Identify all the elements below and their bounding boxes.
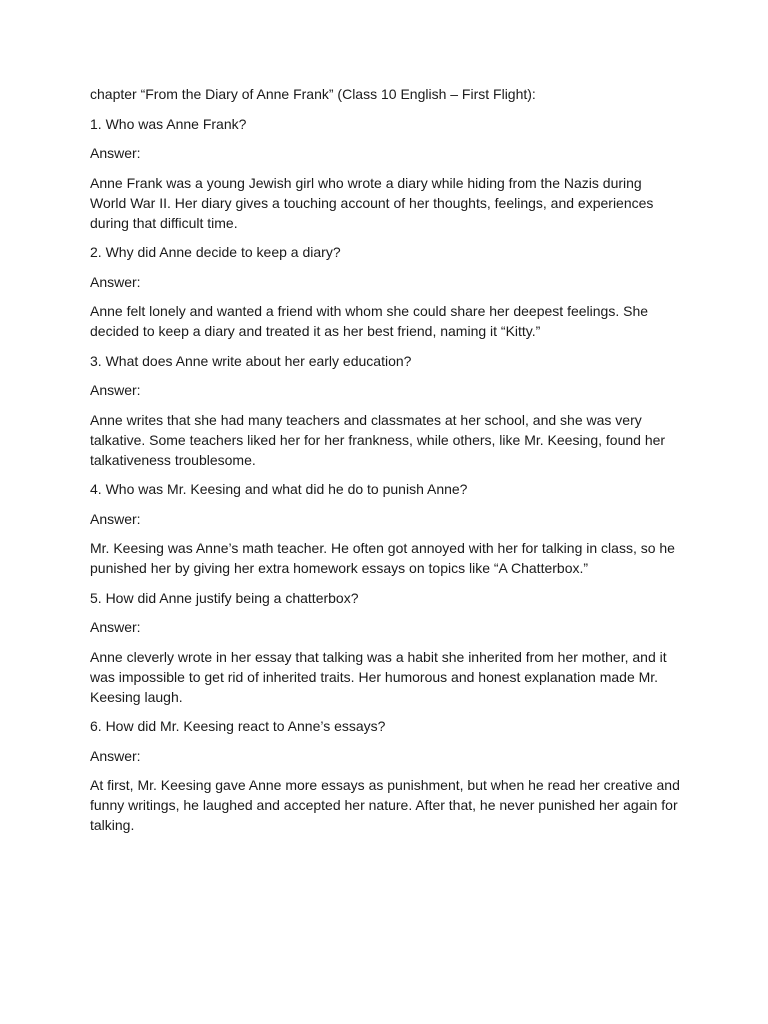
answer-text-3: Anne writes that she had many teachers and classmates at her school, and she was very talkative. Some teachers liked her for her frankness, while others, like Mr. Keesing, found her talkativeness troublesome. <box>90 411 666 468</box>
question-6: 6. How did Mr. Keesing react to Anne’s essays? <box>90 718 386 734</box>
answer-text-1: Anne Frank was a young Jewish girl who wrote a diary while hiding from the Nazis during World War II. Her diary gives a touching account of her thoughts, feelings, and experiences during that difficult time. <box>90 174 654 231</box>
answer-text-6: At first, Mr. Keesing gave Anne more essays as punishment, but when he read her creative and funny writings, he laughed and accepted her nature. After that, he never punished her again for talking. <box>90 777 680 833</box>
answer-label-3: Answer: <box>90 382 141 398</box>
question-5: 5. How did Anne justify being a chatterbox? <box>90 589 359 606</box>
document-page <box>90 84 680 845</box>
answer-label-2: Answer: <box>90 273 141 290</box>
answer-text-4: Mr. Keesing was Anne’s math teacher. He often got annoyed with her for talking in class, so he punished her by giving her extra homework essays on topics like “A Chatterbox.” <box>90 540 675 576</box>
answer-label-4: Answer: <box>90 510 141 527</box>
question-4: 4. Who was Mr. Keesing and what did he do to punish Anne? <box>90 481 468 497</box>
question-2: 2. Why did Anne decide to keep a diary? <box>90 244 341 260</box>
answer-text-2: Anne felt lonely and wanted a friend with whom she could share her deepest feelings. She decided to keep a diary and treated it as her best friend, naming it “Kitty.” <box>90 303 649 339</box>
answer-label-6: Answer: <box>90 747 141 764</box>
intro-line: chapter “From the Diary of Anne Frank” (Class 10 English – First Flight): <box>90 86 536 102</box>
question-1: 1. Who was Anne Frank? <box>90 115 247 132</box>
answer-label-1: Answer: <box>90 145 141 161</box>
answer-label-5: Answer: <box>90 619 141 635</box>
question-3: 3. What does Anne write about her early education? <box>90 352 412 369</box>
answer-text-5: Anne cleverly wrote in her essay that talking was a habit she inherited from her mother, and it was impossible to get rid of inherited traits. Her humorous and honest explanation made Mr. Keesing laugh. <box>90 648 667 705</box>
